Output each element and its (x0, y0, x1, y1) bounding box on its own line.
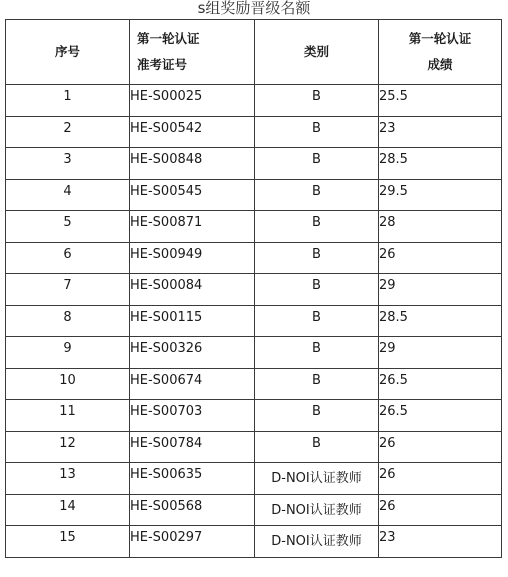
row-score-cell: 28.5 (379, 148, 502, 180)
row-score-cell: 23 (379, 526, 502, 558)
row-score-cell: 29 (379, 274, 502, 306)
row-cert-id-cell: HE-S00635 (130, 463, 255, 495)
row-category-cell: B (255, 116, 379, 148)
table-header-row (6, 20, 502, 85)
header-index-label: 序号 (54, 44, 80, 59)
row-score-cell: 23 (379, 116, 502, 148)
row-cert-id-cell: HE-S00568 (130, 494, 255, 526)
header-category-label: 类别 (303, 44, 329, 59)
page-title: s组奖励晋级名额 (197, 0, 311, 17)
row-index-cell: 6 (6, 242, 130, 274)
row-score-cell: 29.5 (379, 179, 502, 211)
row-score-cell: 26 (379, 463, 502, 495)
row-index-cell: 9 (6, 337, 130, 369)
row-index-cell: 2 (6, 116, 130, 148)
header-cert-id-line2: 准考证号 (137, 57, 188, 72)
row-category-cell: B (255, 431, 379, 463)
row-cert-id-cell: HE-S00025 (130, 85, 255, 117)
row-category-cell: B (255, 211, 379, 243)
header-score-line1: 第一轮认证 (408, 31, 472, 46)
row-category-cell: B (255, 368, 379, 400)
table-row (6, 85, 502, 117)
row-index-cell: 3 (6, 148, 130, 180)
table-row (6, 116, 502, 148)
header-score-line2: 成绩 (427, 57, 453, 72)
header-cert-id-line1: 第一轮认证 (137, 31, 200, 46)
row-index-cell: 4 (6, 179, 130, 211)
table-row (6, 274, 502, 306)
row-index-cell: 15 (6, 526, 130, 558)
table-row (6, 179, 502, 211)
row-cert-id-cell: HE-S00674 (130, 368, 255, 400)
row-cert-id-cell: HE-S00703 (130, 400, 255, 432)
header-score (379, 20, 502, 85)
table-row (6, 463, 502, 495)
row-cert-id-cell: HE-S00784 (130, 431, 255, 463)
table-row (6, 305, 502, 337)
row-cert-id-cell: HE-S00545 (130, 179, 255, 211)
table-row (6, 211, 502, 243)
row-score-cell: 28.5 (379, 305, 502, 337)
row-cert-id-cell: HE-S00949 (130, 242, 255, 274)
row-score-cell: 26.5 (379, 400, 502, 432)
row-category-cell: B (255, 274, 379, 306)
row-score-cell: 28 (379, 211, 502, 243)
table-row (6, 400, 502, 432)
table-row (6, 368, 502, 400)
row-score-cell: 25.5 (379, 85, 502, 117)
table-row (6, 337, 502, 369)
row-cert-id-cell: HE-S00848 (130, 148, 255, 180)
row-index-cell: 10 (6, 368, 130, 400)
table-row (6, 242, 502, 274)
row-category-cell: B (255, 242, 379, 274)
row-score-cell: 26.5 (379, 368, 502, 400)
row-index-cell: 13 (6, 463, 130, 495)
header-index (6, 20, 130, 85)
row-index-cell: 12 (6, 431, 130, 463)
row-category-cell: B (255, 179, 379, 211)
roster-table (5, 19, 502, 558)
row-cert-id-cell: HE-S00542 (130, 116, 255, 148)
row-cert-id-cell: HE-S00871 (130, 211, 255, 243)
row-index-cell: 11 (6, 400, 130, 432)
row-category-cell: B (255, 148, 379, 180)
row-score-cell: 26 (379, 431, 502, 463)
row-category-cell: B (255, 400, 379, 432)
table-row (6, 148, 502, 180)
table-body (6, 85, 502, 558)
row-category-cell: B (255, 305, 379, 337)
row-score-cell: 29 (379, 337, 502, 369)
row-cert-id-cell: HE-S00084 (130, 274, 255, 306)
row-cert-id-cell: HE-S00326 (130, 337, 255, 369)
row-category-cell: B (255, 337, 379, 369)
row-score-cell: 26 (379, 494, 502, 526)
row-index-cell: 7 (6, 274, 130, 306)
row-cert-id-cell: HE-S00297 (130, 526, 255, 558)
row-category-cell: D-NOI认证教师 (255, 463, 379, 495)
row-index-cell: 1 (6, 85, 130, 117)
header-category (255, 20, 379, 85)
row-index-cell: 14 (6, 494, 130, 526)
row-category-cell: D-NOI认证教师 (255, 494, 379, 526)
row-category-cell: B (255, 85, 379, 117)
row-category-cell: D-NOI认证教师 (255, 526, 379, 558)
header-cert-id (130, 20, 255, 85)
row-index-cell: 8 (6, 305, 130, 337)
table-row (6, 431, 502, 463)
table-row (6, 526, 502, 558)
table-row (6, 494, 502, 526)
row-index-cell: 5 (6, 211, 130, 243)
row-score-cell: 26 (379, 242, 502, 274)
row-cert-id-cell: HE-S00115 (130, 305, 255, 337)
